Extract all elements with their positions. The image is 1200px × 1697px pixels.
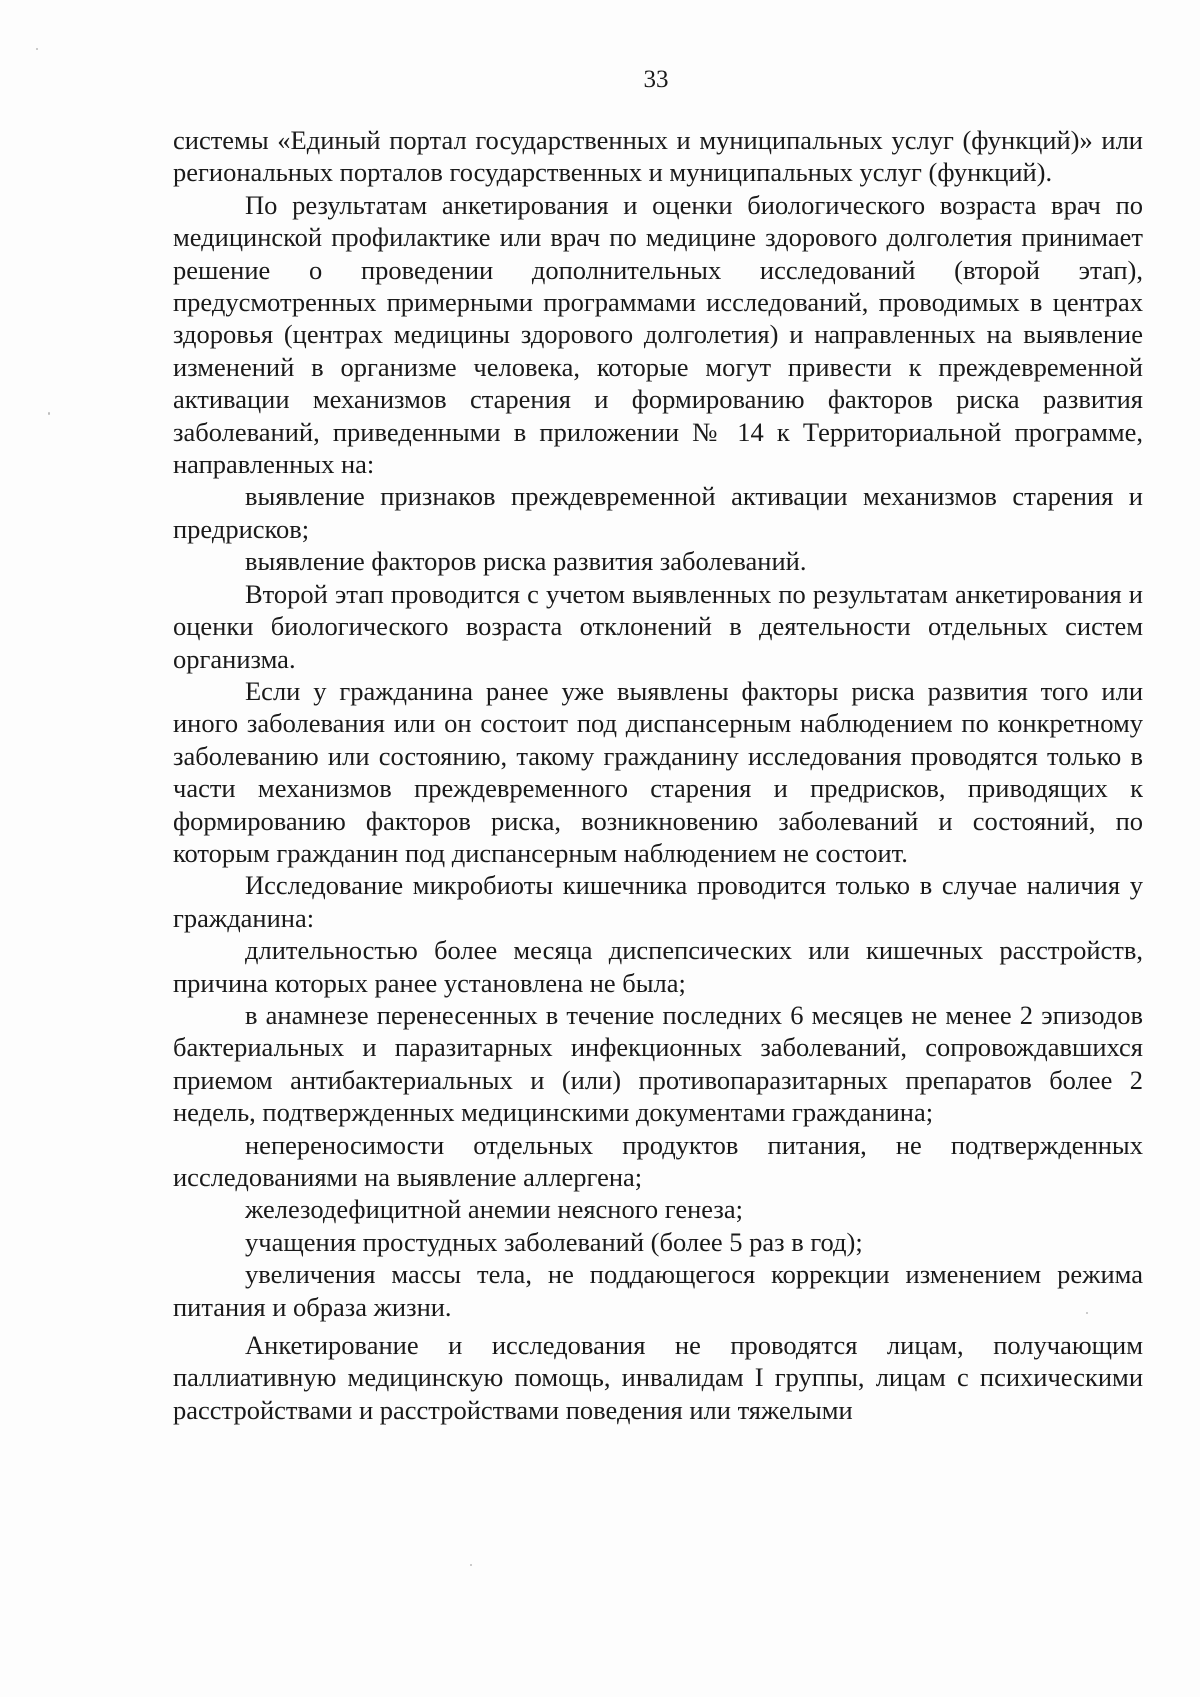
scan-speck bbox=[1086, 1312, 1088, 1314]
paragraph: Если у гражданина ранее уже выявлены факторы риска развития того или иного заболевания или он состоит под диспансерным наблюдением по конкретному заболеванию или состоянию, такому гражданину исследования проводятся только в части механизмов преждевременного старения и предрисков, приводящих к формированию факторов риска, возникновению заболеваний и состояний, по которым гражданин под диспансерным наблюдением не состоит. bbox=[173, 675, 1143, 868]
scan-speck bbox=[470, 1564, 472, 1566]
paragraph: учащения простудных заболеваний (более 5 раз в год); bbox=[245, 1226, 863, 1257]
paragraph: непереносимости отдельных продуктов питания, не подтвержденных исследованиями на выявление аллергена; bbox=[173, 1129, 1143, 1192]
paragraph: По результатам анкетирования и оценки биологического возраста врач по медицинской профилактике или врач по медицине здорового долголетия принимает решение о проведении дополнительных исследований (второй этап), предусмотренных примерными программами исследований, проводимых в центрах здоровья (центрах медицины здорового долголетия) и направленных на выявление изменений в организме человека, которые могут привести к преждевременной активации механизмов старения и формированию факторов риска развития заболеваний, приведенными в приложении № 14 к Территориальной программе, направленных на: bbox=[173, 189, 1143, 480]
document-body bbox=[173, 124, 1143, 1426]
paragraph: увеличения массы тела, не поддающегося коррекции изменением режима питания и образа жизни. bbox=[173, 1259, 1143, 1322]
paragraph: в анамнезе перенесенных в течение последних 6 месяцев не менее 2 эпизодов бактериальных и паразитарных инфекционных заболеваний, сопровождавшихся приемом антибактериальных и (или) противопаразитарных препаратов более 2 недель, подтвержденных медицинскими документами гражданина; bbox=[173, 999, 1143, 1128]
scan-speck bbox=[36, 48, 38, 50]
scan-speck bbox=[48, 412, 50, 415]
paragraph: Второй этап проводится с учетом выявленных по результатам анкетирования и оценки биологического возраста отклонений в деятельности отдельных систем организма. bbox=[173, 578, 1143, 674]
paragraph: железодефицитной анемии неясного генеза; bbox=[245, 1194, 743, 1225]
paragraph: выявление признаков преждевременной активации механизмов старения и предрисков; bbox=[173, 481, 1143, 544]
paragraph: Исследование микробиоты кишечника проводится только в случае наличия у гражданина: bbox=[173, 870, 1143, 933]
paragraph: Анкетирование и исследования не проводятся лицам, получающим паллиативную медицинскую помощь, инвалидам I группы, лицам с психическими расстройствами и расстройствами поведения или тяжелыми bbox=[173, 1330, 1143, 1425]
page-number: 33 bbox=[643, 66, 669, 93]
paragraph: системы «Единый портал государственных и муниципальных услуг (функций)» или региональных порталов государственных и муниципальных услуг (функций). bbox=[173, 125, 1143, 188]
paragraph: длительностью более месяца диспепсических или кишечных расстройств, причина которых ранее установлена не была; bbox=[173, 935, 1143, 998]
paragraph: выявление факторов риска развития заболеваний. bbox=[245, 546, 807, 577]
